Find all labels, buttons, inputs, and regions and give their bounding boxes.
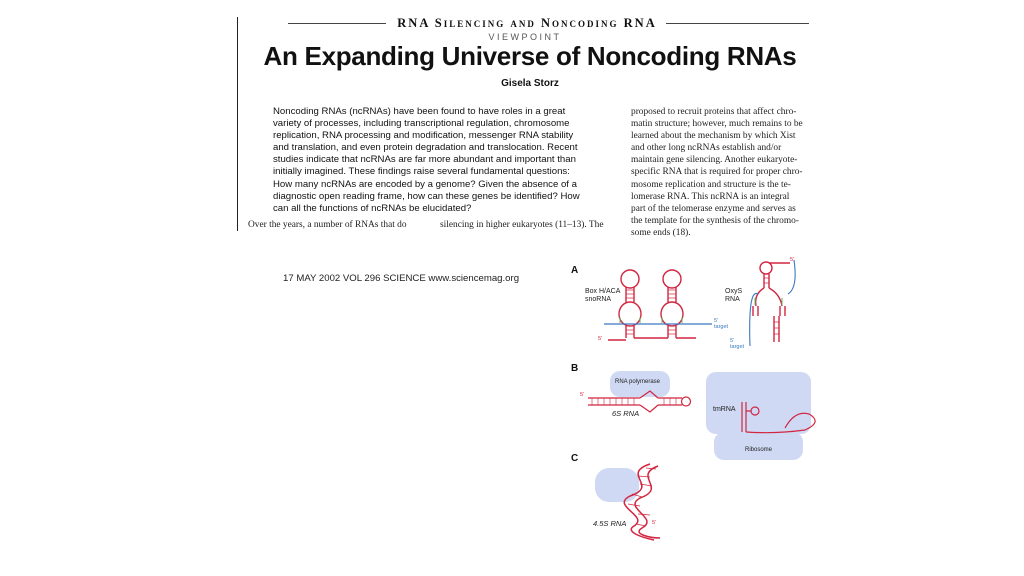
six-s-rna-diagram xyxy=(584,388,696,416)
body-line: learned about the mechanism by which Xist xyxy=(631,131,796,142)
five-prime-label-a: 5' xyxy=(598,336,603,342)
oxys-diagram xyxy=(744,258,804,350)
four-five-s-rna-helix xyxy=(610,460,670,542)
four-five-s-rna-label: 4.5S RNA xyxy=(593,519,627,528)
six-s-rna-label: 6S RNA xyxy=(612,409,640,418)
body-line-middle: silencing in higher eukaryotes (11–13). The xyxy=(440,220,604,230)
body-column-right xyxy=(631,106,811,239)
abstract-line: studies indicate that ncRNAs are far more abundant and important than xyxy=(273,154,576,166)
target-label-b: 5' target xyxy=(730,338,745,350)
abstract-line: variety of processes, including transcriptional regulation, chromosome xyxy=(273,118,570,130)
page-footer: 17 MAY 2002 VOL 296 SCIENCE www.sciencemag.org xyxy=(283,273,520,284)
body-line: specific RNA that is required for proper chro- xyxy=(631,167,803,178)
author-name: Gisela Storz xyxy=(501,78,559,89)
header-rule-right xyxy=(666,23,809,24)
article-kicker: VIEWPOINT xyxy=(488,32,562,42)
header-rule-left xyxy=(288,23,386,24)
body-line: some ends (18). xyxy=(631,227,691,238)
article-title: An Expanding Universe of Noncoding RNAs xyxy=(263,41,797,71)
ribosome-label: Ribosome xyxy=(745,447,773,453)
tmrna-diagram xyxy=(735,398,825,438)
body-line: and other long ncRNAs establish and/or xyxy=(631,143,782,154)
body-line: part of the telomerase enzyme and serves as xyxy=(631,203,796,214)
body-line: lomerase RNA. This ncRNA is an integral xyxy=(631,191,790,202)
rna-polymerase-label: RNA polymerase xyxy=(615,379,661,385)
oxys-label: OxyS RNA xyxy=(725,288,743,303)
abstract-line: diagnostic open reading frame, how can these genes be identified? How xyxy=(273,190,580,202)
abstract-line: replication, RNA processing and modification, messenger RNA stability xyxy=(273,130,574,142)
abstract-line: can all the functions of ncRNAs be elucidated? xyxy=(273,202,472,214)
body-line-left: Over the years, a number of RNAs that do xyxy=(248,220,407,230)
panel-label-c: C xyxy=(571,453,579,464)
body-line: mosome replication and structure is the te- xyxy=(631,179,791,190)
abstract-line: How many ncRNAs are encoded by a genome? Given the absence of a xyxy=(273,178,577,190)
body-line: matin structure; however, much remains to be xyxy=(631,119,803,130)
snorna-diagram xyxy=(600,266,720,348)
target-label-a: 5' target xyxy=(714,318,729,330)
abstract-line: initially imagined. These findings raise several fundamental questions: xyxy=(273,166,570,178)
snorna-label: Box H/ACA snoRNA xyxy=(585,288,621,303)
body-line: proposed to recruit proteins that affect chro- xyxy=(631,107,797,117)
five-prime-label-c: 5' xyxy=(652,520,657,526)
body-line: the template for the synthesis of the chromo- xyxy=(631,215,799,226)
section-title: RNA Silencing and Noncoding RNA xyxy=(397,16,657,30)
body-line: maintain gene silencing. Another eukaryote- xyxy=(631,155,798,166)
five-prime-label-b: 5' xyxy=(580,392,585,398)
panel-label-b: B xyxy=(571,363,579,374)
abstract-line: and translation, and even protein degradation and translocation. Recent xyxy=(273,142,578,154)
abstract-line: Noncoding RNAs (ncRNAs) have been found to have roles in a great xyxy=(273,106,566,117)
abstract xyxy=(273,106,603,215)
tmrna-label: tmRNA xyxy=(713,406,736,413)
panel-label-a: A xyxy=(571,265,579,276)
five-prime-label-oxys: 5' xyxy=(790,257,795,263)
